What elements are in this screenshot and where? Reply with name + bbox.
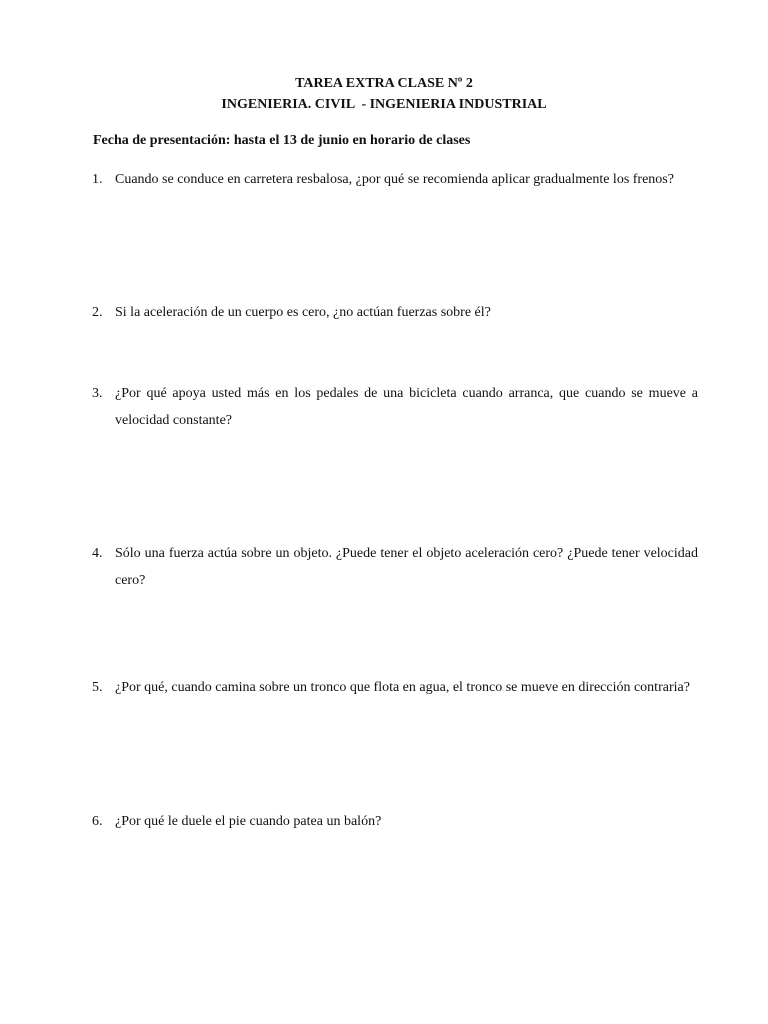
document-title <box>0 73 768 115</box>
question-number: 6. <box>92 814 103 829</box>
question-text: Sólo una fuerza actúa sobre un objeto. ¿Puede tener el objeto aceleración cero? ¿Puede tener velocidad cero? <box>115 546 698 588</box>
question-number: 4. <box>92 546 103 561</box>
question-text: Si la aceleración de un cuerpo es cero, ¿no actúan fuerzas sobre él? <box>115 305 491 320</box>
due-date: Fecha de presentación: hasta el 13 de junio en horario de clases <box>93 133 471 148</box>
question-3 <box>92 380 698 434</box>
question-text: Cuando se conduce en carretera resbalosa, ¿por qué se recomienda aplicar gradualmente los frenos? <box>115 172 674 187</box>
question-5 <box>92 674 698 701</box>
question-2 <box>92 299 698 326</box>
question-number: 3. <box>92 386 103 401</box>
question-number: 5. <box>92 680 103 695</box>
title-line-1: TAREA EXTRA CLASE Nº 2 <box>295 76 473 91</box>
title-line-2: INGENIERIA. CIVIL - INGENIERIA INDUSTRIAL <box>221 97 547 112</box>
question-number: 1. <box>92 172 103 187</box>
question-text: ¿Por qué, cuando camina sobre un tronco que flota en agua, el tronco se mueve en dirección contraria? <box>115 680 690 695</box>
question-number: 2. <box>92 305 103 320</box>
question-text: ¿Por qué le duele el pie cuando patea un balón? <box>115 814 382 829</box>
question-1 <box>92 166 698 193</box>
question-4 <box>92 540 698 594</box>
question-6 <box>92 808 698 835</box>
question-text: ¿Por qué apoya usted más en los pedales de una bicicleta cuando arranca, que cuando se mueve a velocidad constante? <box>115 386 698 428</box>
